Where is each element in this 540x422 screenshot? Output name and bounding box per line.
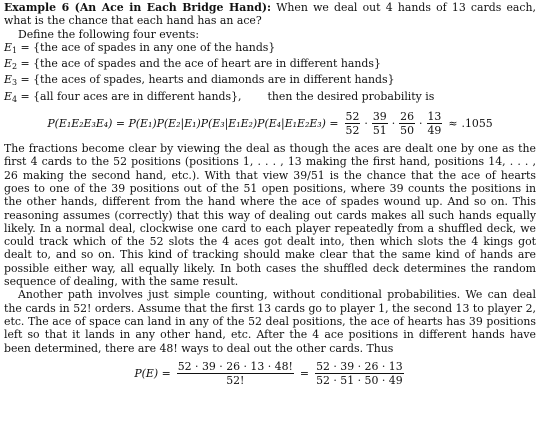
event-e4: $E_4 = \{all$ four aces are in different hands}, then the desired probability is xyxy=(4,89,435,104)
example-intro-paragraph xyxy=(4,1,536,28)
equation2-equals: = xyxy=(299,366,310,380)
equation-probability-product: P(E₁E₂E₃E₄) = P(E₁)P(E₂|E₁)P(E₃|E₁E₂)P(E₄|E₁E₂E₃) = $\frac{52}{52}$ · $\frac{39}{51}$ · $\frac{26}{50}$ · $\frac{13}{49}$ ≈ .1055 xyxy=(47,110,493,138)
equation-lhs: P(E₁E₂E₃E₄) = P(E₁)P(E₂|E₁)P(E₃|E₁E₂)P(E₄|E₁E₂E₃) = xyxy=(47,116,339,130)
fraction-2: $\frac{39}{51}$ xyxy=(372,110,387,138)
counting-paragraph: Another path involves just simple counting, without conditional probabilities. We can deal the cards in 52! orders. Assume that the first 13 cards go to player 1, the second 13 to player 2, etc. The ace of space can land in any of the 52 deal positions, the ace of hearts has 39 positions left so that it lands in any other hand, etc. After the 4 ace positions in different hands have been determined, there are 48! ways to deal out the other cards. Thus xyxy=(4,288,536,355)
event-e2: $E_2 = \{the$ ace of spades and the ace of heart are in different hands} xyxy=(4,57,381,72)
equation-counting xyxy=(4,360,536,387)
explanation-paragraph: The fractions become clear by viewing the deal as though the aces are dealt one by one as the first 4 cards to the 52 positions (positions 1, . . . , 13 making the first hand, positions 14, . . . , 26 making the second hand, etc.). With that view 39/51 is the chance that the ace of hearts goes to one of the 39 positions out of the 51 open positions, where 39 counts the positions in the other hands, different from the hand where the ace of spades wound up. And so on. This reasoning assumes (correctly) that this way of dealing out cards makes all such hands equally likely. In a normal deal, clockwise one card to each player repeatedly from a shuffled deck, we could track which of the 52 slots the 4 aces got dealt into, then which slots the 4 kings got dealt to, and so on. This kind of tracking should make clear that the same kind of hands are possible either way, all equally likely. In both cases the shuffled deck determines the random sequence of dealing, with the same result. xyxy=(4,142,536,289)
equation2-fraction-2: $\frac{52 \cdot 39 \cdot 26 \cdot 13}{52 \cdot 51 \cdot 50 \cdot 49}$ xyxy=(316,359,403,387)
example-heading: Example 6 (An Ace in Each Bridge Hand): xyxy=(4,1,272,14)
example-intro-text: When we deal out 4 hands of 13 cards each, what is the chance that each hand has an ace? xyxy=(4,1,536,28)
desired-probability-text: then the desired probability is xyxy=(267,89,435,103)
approx-symbol: ≈ xyxy=(448,116,458,130)
define-events-line: Define the following four events: xyxy=(18,27,199,41)
equation-result: .1055 xyxy=(461,116,493,130)
fraction-4: $\frac{13}{49}$ xyxy=(427,110,442,138)
event-e1: $E_1 = \{the$ ace of spades in any one of the hands} xyxy=(4,40,276,55)
event-e3: $E_3 = \{the$ aces of spades, hearts and diamonds are in different hands} xyxy=(4,73,395,88)
events-list xyxy=(4,41,536,106)
equation2-lhs: P(E) = xyxy=(134,366,171,380)
fraction-1: $\frac{52}{52}$ xyxy=(345,110,360,138)
fraction-3: $\frac{26}{50}$ xyxy=(400,110,415,138)
equation2-fraction-1: $\frac{52 \cdot 39 \cdot 26 \cdot 13 \cdot 48!}{52!}$ xyxy=(177,359,293,387)
